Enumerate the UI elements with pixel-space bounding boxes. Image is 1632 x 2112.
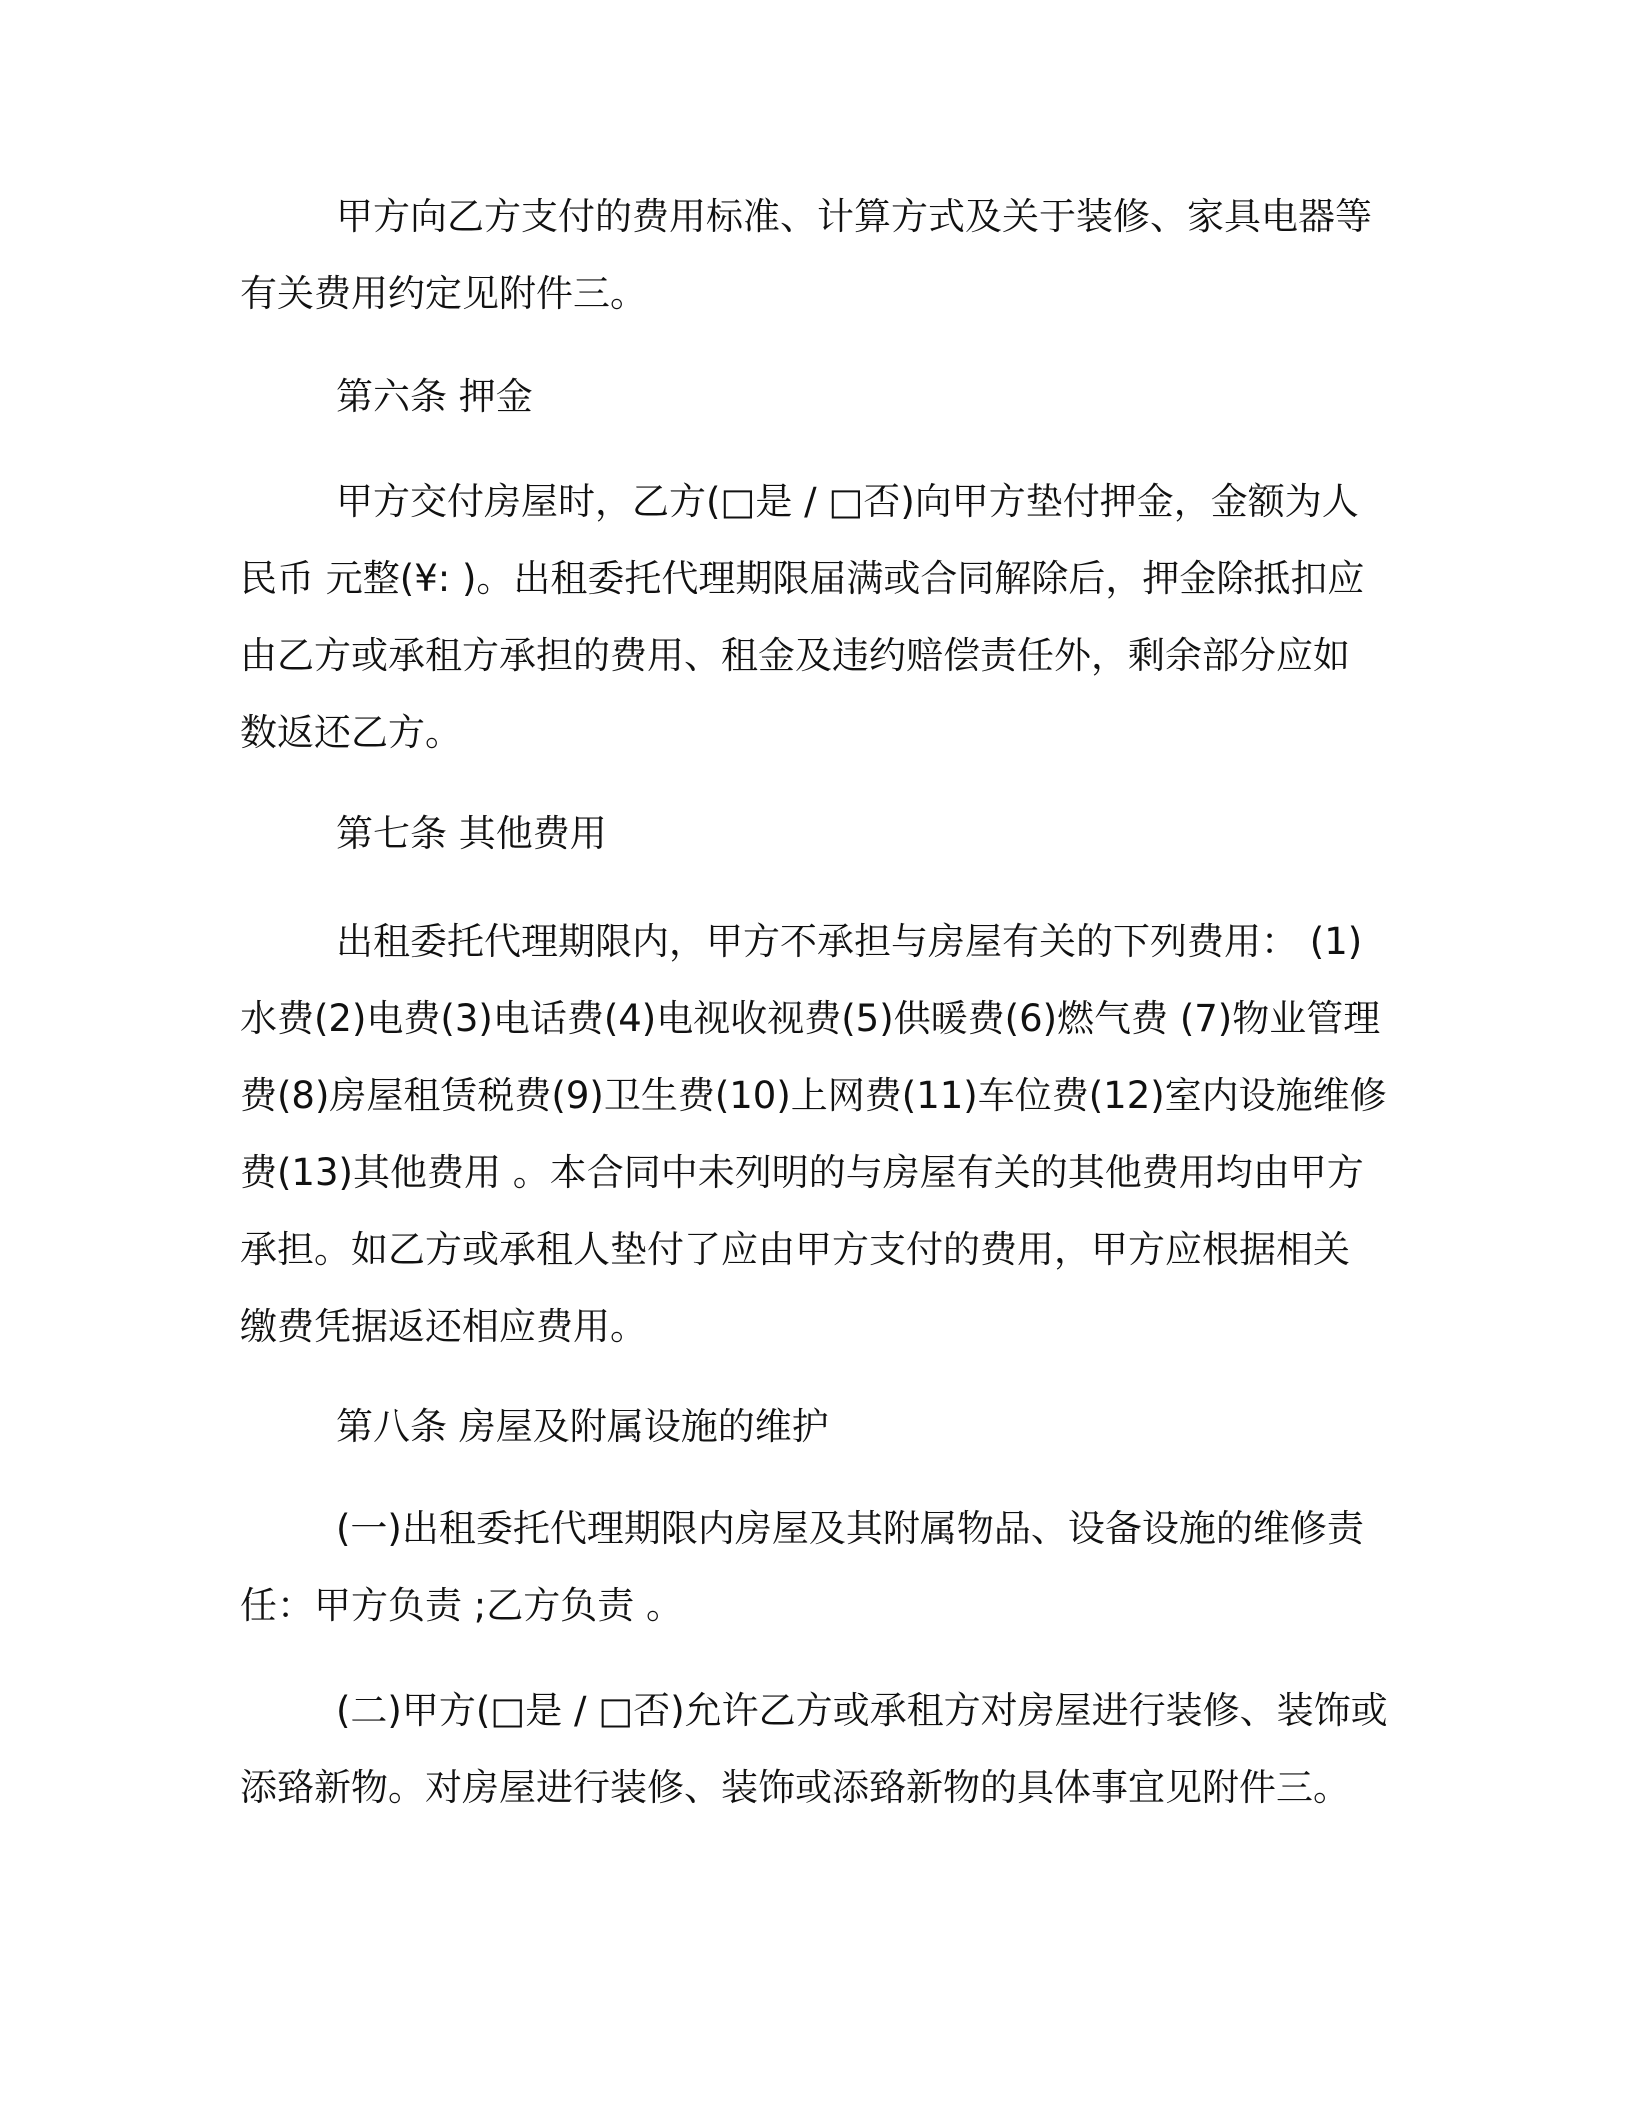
text-line: 民币 元整(¥: )。出租委托代理期限届满或合同解除后，押金除抵扣应 [240,557,1365,600]
article-7-heading: 第七条 其他费用 [336,812,607,855]
text-line: 由乙方或承租方承担的费用、租金及违约赔偿责任外，剩余部分应如 [240,634,1350,677]
text-line: 水费(2)电费(3)电话费(4)电视收视费(5)供暖费(6)燃气费 (7)物业管理 [240,997,1381,1040]
text-line: 甲方交付房屋时，乙方(□是 / □否)向甲方垫付押金，金额为人 [336,480,1359,523]
text-line: 费(8)房屋租赁税费(9)卫生费(10)上网费(11)车位费(12)室内设施维修 [240,1074,1387,1117]
text-line: 添臵新物。对房屋进行装修、装饰或添臵新物的具体事宜见附件三。 [240,1766,1350,1809]
text-line: 任：甲方负责 ;乙方负责 。 [240,1584,683,1627]
article-6-heading: 第六条 押金 [336,375,533,418]
text-line: 有关费用约定见附件三。 [240,272,647,315]
text-line: 甲方向乙方支付的费用标准、计算方式及关于装修、家具电器等 [336,195,1372,238]
paragraph-fee-standard [240,178,1400,332]
text-line: (一)出租委托代理期限内房屋及其附属物品、设备设施的维修责 [336,1507,1364,1550]
text-line: 出租委托代理期限内，甲方不承担与房屋有关的下列费用： (1) [336,920,1363,963]
paragraph-other-fees [240,903,1400,1365]
text-line: (二)甲方(□是 / □否)允许乙方或承租方对房屋进行装修、装饰或 [336,1689,1388,1732]
paragraph-maintenance-1 [240,1490,1400,1644]
text-line: 数返还乙方。 [240,711,462,754]
paragraph-maintenance-2 [240,1672,1400,1826]
paragraph-deposit [240,463,1400,771]
text-line: 费(13)其他费用 。本合同中未列明的与房屋有关的其他费用均由甲方 [240,1151,1364,1194]
text-line: 承担。如乙方或承租人垫付了应由甲方支付的费用，甲方应根据相关 [240,1228,1350,1271]
article-8-heading: 第八条 房屋及附属设施的维护 [336,1405,829,1448]
text-line: 缴费凭据返还相应费用。 [240,1305,647,1348]
